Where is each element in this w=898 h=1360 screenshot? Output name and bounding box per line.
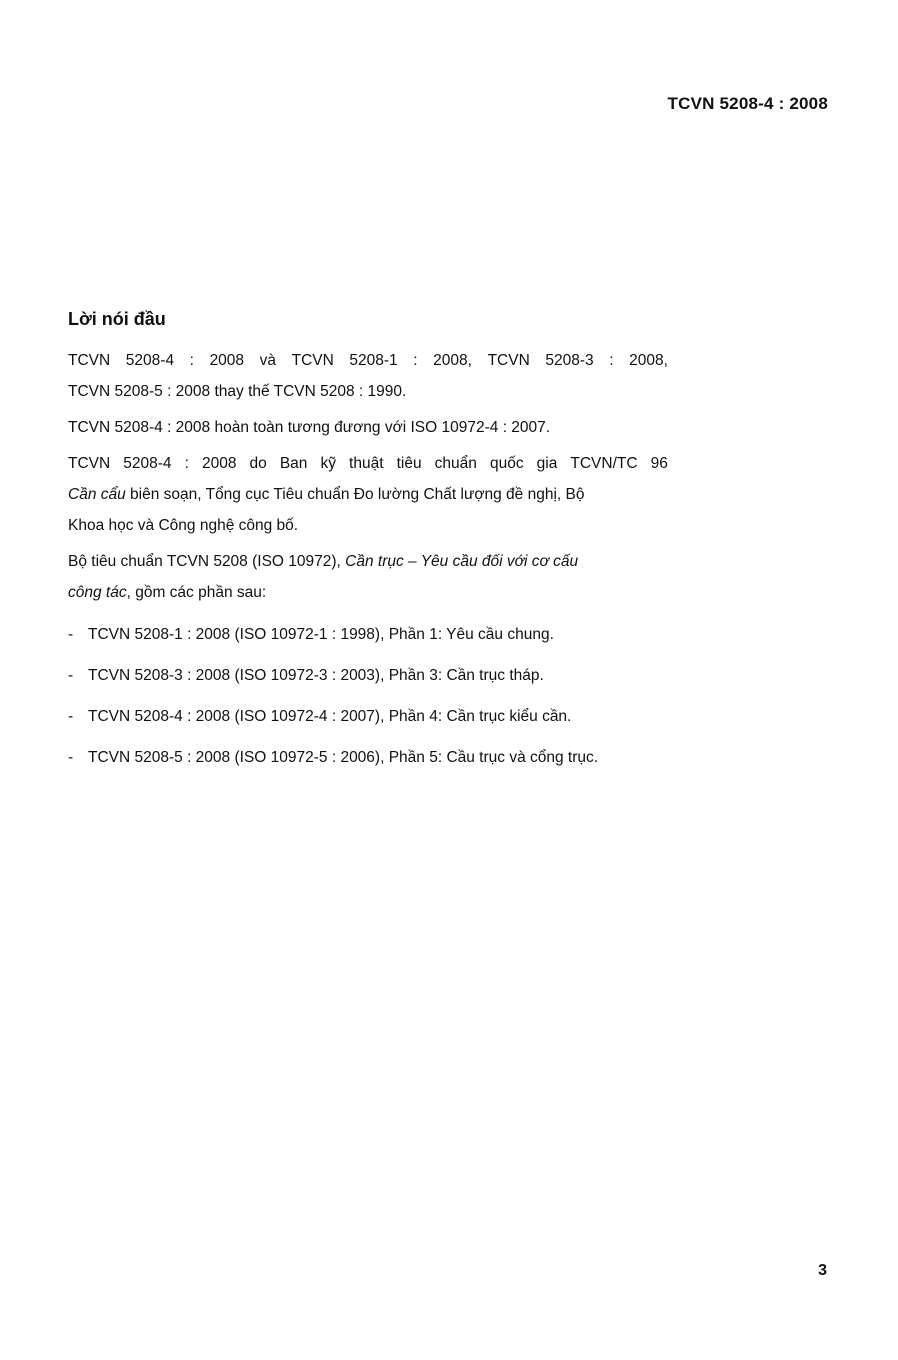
italic-term: Cần cẩu: [68, 486, 126, 503]
paragraph-line: [68, 546, 668, 577]
paragraph-line: Khoa học và Công nghệ công bố.: [68, 517, 299, 534]
word: 2008: [201, 455, 237, 472]
paragraph-line: [68, 345, 668, 376]
paragraph-series: [68, 546, 668, 608]
word: và: [259, 352, 277, 369]
paragraph-replacement: [68, 345, 668, 407]
italic-title: Cần trục – Yêu cầu đối với cơ cấu: [345, 553, 579, 570]
list-item: [68, 655, 598, 696]
word: do: [249, 455, 267, 472]
list-dash: -: [68, 749, 74, 766]
word: 5208-4: [125, 352, 175, 369]
list-dash: -: [68, 708, 74, 725]
paragraph-line: [68, 479, 668, 510]
paragraph-line: [68, 577, 668, 608]
word: :: [609, 352, 614, 369]
text-run: Bộ tiêu chuẩn TCVN 5208 (ISO 10972),: [68, 553, 346, 570]
word: TCVN: [68, 455, 111, 472]
list-dash: -: [68, 667, 74, 684]
list-item-text: TCVN 5208-1 : 2008 (ISO 10972-1 : 1998), Phần 1: Yêu cầu chung.: [88, 626, 554, 643]
text-run: biên soạn, Tổng cục Tiêu chuẩn Đo lường Chất lượng đề nghị, Bộ: [125, 486, 585, 503]
list-item-text: TCVN 5208-4 : 2008 (ISO 10972-4 : 2007), Phần 4: Cần trục kiểu cần.: [88, 708, 572, 725]
paragraph-line: TCVN 5208-5 : 2008 thay thế TCVN 5208 : 1990.: [68, 383, 407, 400]
section-title: Lời nói đầu: [68, 309, 166, 329]
parts-list: [68, 614, 598, 778]
word: 5208-4: [123, 455, 172, 472]
italic-title: công tác: [68, 584, 127, 601]
list-dash: -: [68, 626, 74, 643]
paragraph-line: [68, 448, 668, 479]
word: kỹ: [320, 455, 336, 472]
word: tiêu: [396, 455, 422, 472]
word: :: [413, 352, 418, 369]
word: :: [184, 455, 189, 472]
paragraph-authorship: [68, 448, 668, 541]
word: TCVN/TC: [570, 455, 638, 472]
word: TCVN: [487, 352, 530, 369]
word: thuật: [349, 455, 384, 472]
word: 5208-1: [349, 352, 398, 369]
text-run: , gồm các phần sau:: [126, 584, 267, 601]
word: 2008,: [433, 352, 472, 369]
paragraph-line: TCVN 5208-4 : 2008 hoàn toàn tương đương với ISO 10972-4 : 2007.: [68, 419, 551, 436]
word: 5208-3: [545, 352, 594, 369]
list-item: [68, 737, 598, 778]
word: quốc: [489, 455, 524, 472]
page-number: 3: [818, 1262, 827, 1279]
word: :: [189, 352, 194, 369]
word: chuẩn: [434, 455, 477, 472]
word: TCVN: [291, 352, 334, 369]
word: TCVN: [68, 352, 111, 369]
word: gia: [536, 455, 558, 472]
word: Ban: [279, 455, 308, 472]
word: 2008,: [629, 352, 668, 369]
paragraph-equivalence: [68, 412, 668, 443]
list-item: [68, 696, 598, 737]
list-item-text: TCVN 5208-3 : 2008 (ISO 10972-3 : 2003), Phần 3: Cần trục tháp.: [88, 667, 544, 684]
word: 2008: [209, 352, 245, 369]
document-code-header: TCVN 5208-4 : 2008: [667, 94, 828, 113]
list-item: [68, 614, 598, 655]
word: 96: [650, 455, 668, 472]
list-item-text: TCVN 5208-5 : 2008 (ISO 10972-5 : 2006), Phần 5: Cầu trục và cổng trục.: [88, 749, 599, 766]
